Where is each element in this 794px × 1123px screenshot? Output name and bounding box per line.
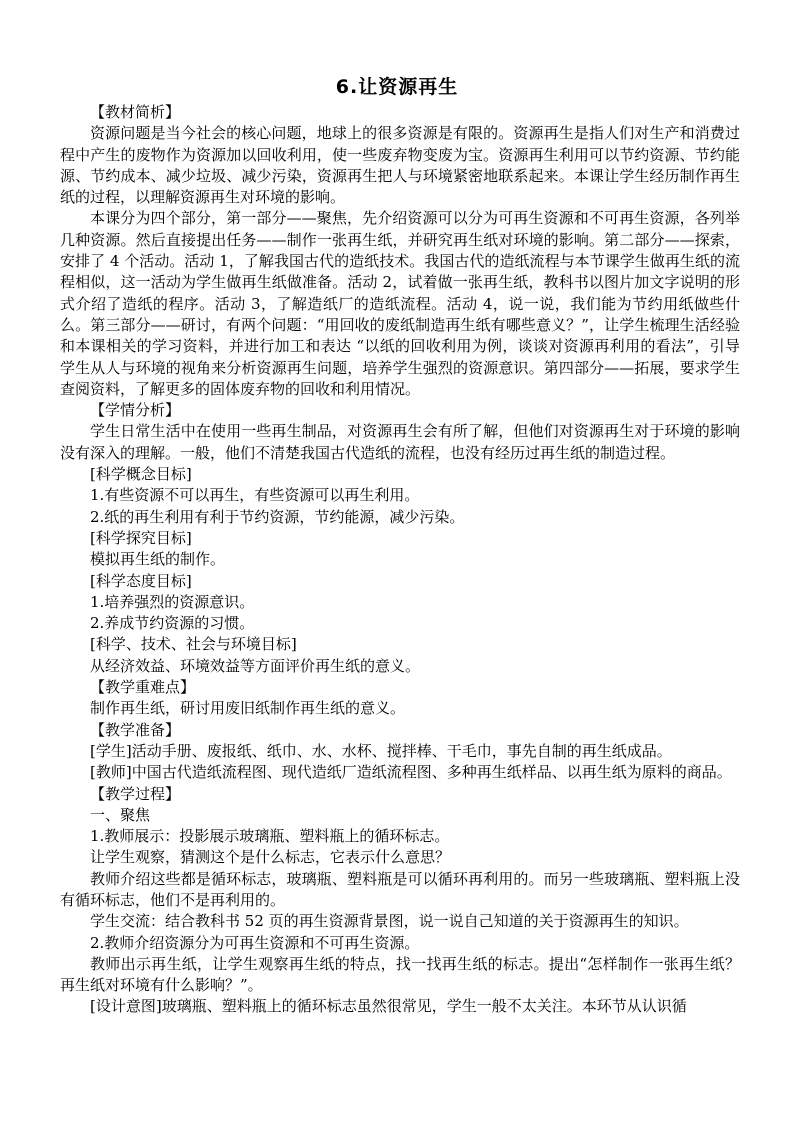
goal-heading-concept: [科学概念目标]: [90, 465, 192, 484]
document-body: [60, 102, 740, 1018]
goal-attitude-item-1: 1.培养强烈的资源意识。: [90, 592, 255, 611]
step-paragraph-7: [设计意图]玻璃瓶、塑料瓶上的循环标志虽然很常见，学生一般不太关注。本环节从认识循: [90, 997, 687, 1016]
step-paragraph-1: 1.教师展示：投影展示玻璃瓶、塑料瓶上的循环标志。: [90, 827, 450, 846]
step-heading-focus: 一、聚焦: [90, 805, 151, 824]
step-paragraph-3: 教师介绍这些都是循环标志，玻璃瓶、塑料瓶是可以循环再利用的。而另一些玻璃瓶、塑料瓶上没有循环标志，他们不是再利用的。: [60, 869, 740, 909]
step-paragraph-6: 教师出示再生纸，让学生观察再生纸的特点，找一找再生纸的标志。提出“怎样制作一张再生纸？再生纸对环境有什么影响？”。: [60, 954, 740, 995]
goal-heading-attitude: [科学态度目标]: [90, 571, 192, 590]
goal-inquiry-item-1: 模拟再生纸的制作。: [90, 550, 226, 569]
paragraph-students: 学生日常生活中在使用一些再生制品，对资源再生会有所了解，但他们对资源再生对于环境的影响没有深入的理解。一般，他们不清楚我国古代造纸的流程，也没有经历过再生纸的制造过程。: [60, 422, 740, 462]
goal-concept-item-1: 1.有些资源不可以再生，有些资源可以再生利用。: [90, 486, 420, 505]
goal-attitude-item-2: 2.养成节约资源的习惯。: [90, 614, 255, 633]
step-paragraph-5: 2.教师介绍资源分为可再生资源和不可再生资源。: [90, 933, 420, 952]
goal-concept-item-2: 2.纸的再生利用有利于节约资源，节约能源，减少污染。: [90, 507, 465, 526]
section-heading-students: 【学情分析】: [90, 401, 181, 420]
step-paragraph-4: 学生交流：结合教科书 52 页的再生资源背景图，说一说自己知道的关于资源再生的知识。: [90, 912, 689, 931]
paragraph-textbook-1: 资源问题是当今社会的核心问题，地球上的很多资源是有限的。资源再生是指人们对生产和消费过程中产生的废物作为资源加以回收利用，使一些废弃物变废为宝。资源再生利用可以节约资源、节约能源、节约成本、减少垃圾、减少污染，资源再生把人与环境紧密地联系起来。本课让学生经历制作再生纸的过程，以理解资源再生对环境的影响。: [60, 124, 740, 207]
goal-heading-inquiry: [科学探究目标]: [90, 528, 192, 547]
paragraph-prep-students: [学生]活动手册、废报纸、纸巾、水、水杯、搅拌棒、干毛巾，事先自制的再生纸成品。: [90, 741, 672, 760]
section-heading-preparation: 【教学准备】: [90, 720, 181, 739]
paragraph-textbook-2: 本课分为四个部分，第一部分——聚焦，先介绍资源可以分为可再生资源和不可再生资源，各列举几种资源。然后直接提出任务——制作一张再生纸，并研究再生纸对环境的影响。第二部分——探索，安排了 4 个活动。活动 1，了解我国古代的造纸技术。我国古代的造纸流程与本节课学生做再生纸的流程相似，这一活动为学生做再生纸做准备。活动 2，试着做一张再生纸，教科书以图片加文字说明的形式介绍了造纸的程序。活动 3，了解造纸厂的造纸流程。活动 4，说一说，我们能为节约用纸做些什么。第三部分——研讨，有两个问题：“用回收的废纸制造再生纸有哪些意义？”，让学生梳理生活经验和本课相关的学习资料，并进行加工和表达 “以纸的回收利用为例，谈谈对资源再利用的看法”，引导学生从人与环境的视角来分析资源再生问题，培养学生强烈的资源意识。第四部分——拓展，要求学生查阅资料，了解更多的固体废弃物的回收和利用情况。: [60, 209, 740, 398]
step-paragraph-2: 让学生观察，猜测这个是什么标志，它表示什么意思？: [90, 848, 451, 867]
section-heading-key-points: 【教学重难点】: [90, 678, 196, 697]
goal-sts-item-1: 从经济效益、环境效益等方面评价再生纸的意义。: [90, 656, 421, 675]
paragraph-prep-teacher: [教师]中国古代造纸流程图、现代造纸厂造纸流程图、多种再生纸样品、以再生纸为原料的商品。: [90, 763, 732, 782]
paragraph-key-points: 制作再生纸，研讨用废旧纸制作再生纸的意义。: [90, 699, 406, 718]
lesson-title: 6.让资源再生: [335, 76, 459, 98]
goal-heading-sts: [科学、技术、社会与环境目标]: [90, 635, 297, 654]
section-heading-textbook: 【教材简析】: [90, 103, 181, 121]
section-heading-process: 【教学过程】: [90, 784, 181, 803]
